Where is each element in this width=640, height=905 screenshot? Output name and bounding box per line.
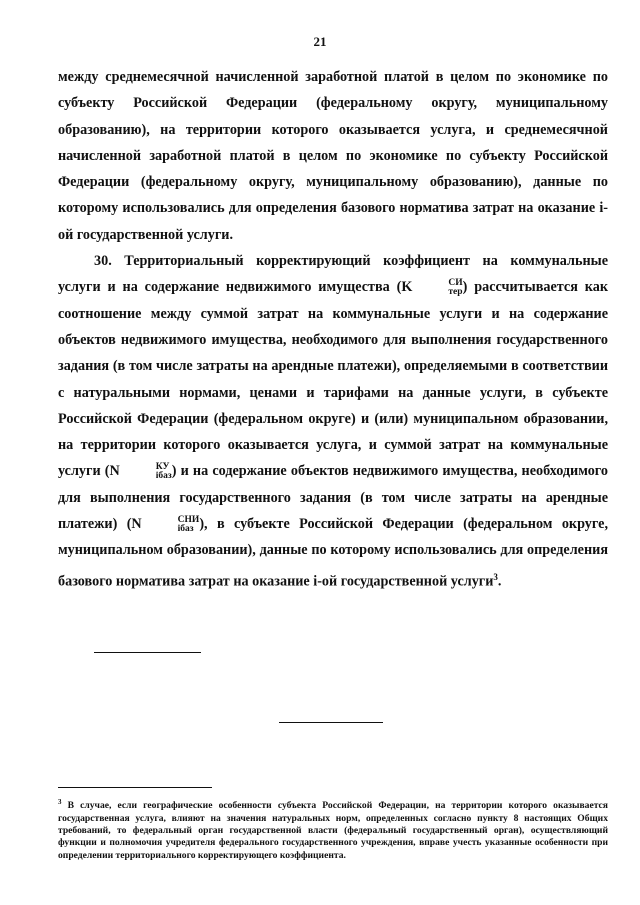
- paragraph-30-part-b: ) рассчитывается как соотношение между суммой затрат на коммунальные услуги и на содержание объектов недвижимого имущества, необходимого для выполнения государственного задания (в том числе затраты на арендные платежи), определяемыми в соответствии с натуральными нормами, ценами и тарифами на данные услуги, в субъекте Российской Федерации (федеральном округе) и (или) муниципальном образовании, на территории которого оказывается услуга, и суммой затрат на коммунальные услуги (: [58, 279, 608, 480]
- symbol-indices: [120, 463, 172, 481]
- separator-line: [279, 722, 383, 723]
- symbol-subscript: iбаз: [177, 523, 194, 534]
- symbol-base: N: [109, 463, 120, 480]
- page-number: 21: [313, 34, 327, 49]
- paragraph-30-part-e: .: [497, 573, 502, 590]
- paragraph-30-part-c: ) и на содержание объектов недвижимого имущества, необходимого для выполнения государственного задания (в том числе затраты на арендные платежи) (: [58, 463, 608, 533]
- body-text: [58, 64, 608, 595]
- symbol-n-sni-ibaz: [131, 516, 199, 532]
- paragraph-30: [58, 248, 608, 595]
- symbol-base: N: [131, 516, 142, 533]
- footnote: [58, 796, 608, 862]
- symbol-indices: [412, 279, 462, 297]
- symbol-subscript: iбаз: [155, 471, 172, 482]
- symbol-superscript: СНИ: [177, 514, 200, 525]
- footnote-marker: 3: [58, 798, 62, 806]
- symbol-n-ku-ibaz: [109, 462, 172, 482]
- footnote-text: В случае, если географические особенности субъекта Российской Федерации, на территории которого оказывается государственная услуга, влияют на значения натуральных норм, определенных согласно пункту 8 настоящих Общих требований, то федеральный орган государственной власти (федеральный государственный орган), осуществляющий функции и полномочия учредителя федерального государственного учреждения, вправе учесть указанные особенности при определении территориального корректирующего коэффициента.: [58, 800, 608, 861]
- paragraph-30-part-a: 30. Территориальный корректирующий коэффициент на коммунальные услуги и на содержание недвижимого имущества (: [58, 253, 608, 296]
- symbol-subscript: тер: [448, 287, 463, 298]
- paragraph-30-part-d: ), в субъекте Российской Федерации (федеральном округе, муниципальном образовании), данные по которому использовались для определения базового норматива затрат на оказание i-ой государственной услуги: [58, 516, 608, 590]
- separator-line: [94, 652, 201, 653]
- symbol-superscript: КУ: [155, 462, 170, 473]
- paragraph-continuation: между среднемесячной начисленной заработной платой в целом по экономике по субъекту Российской Федерации (федеральному округу, муниципальному образованию), на территории которого оказывается услуга, и среднемесячной начисленной заработной платой в целом по экономике по субъекту Российской Федерации (федеральному округу, муниципальному образованию), данные по которому использовались для определения базового норматива затрат на оказание i-ой государственной услуги.: [58, 69, 608, 243]
- footnote-reference: 3: [493, 571, 498, 582]
- symbol-indices: [142, 516, 200, 534]
- symbol-base: K: [401, 279, 413, 296]
- symbol-k-si-ter: [401, 278, 463, 298]
- footnote-separator: [58, 787, 212, 788]
- symbol-superscript: СИ: [448, 278, 463, 289]
